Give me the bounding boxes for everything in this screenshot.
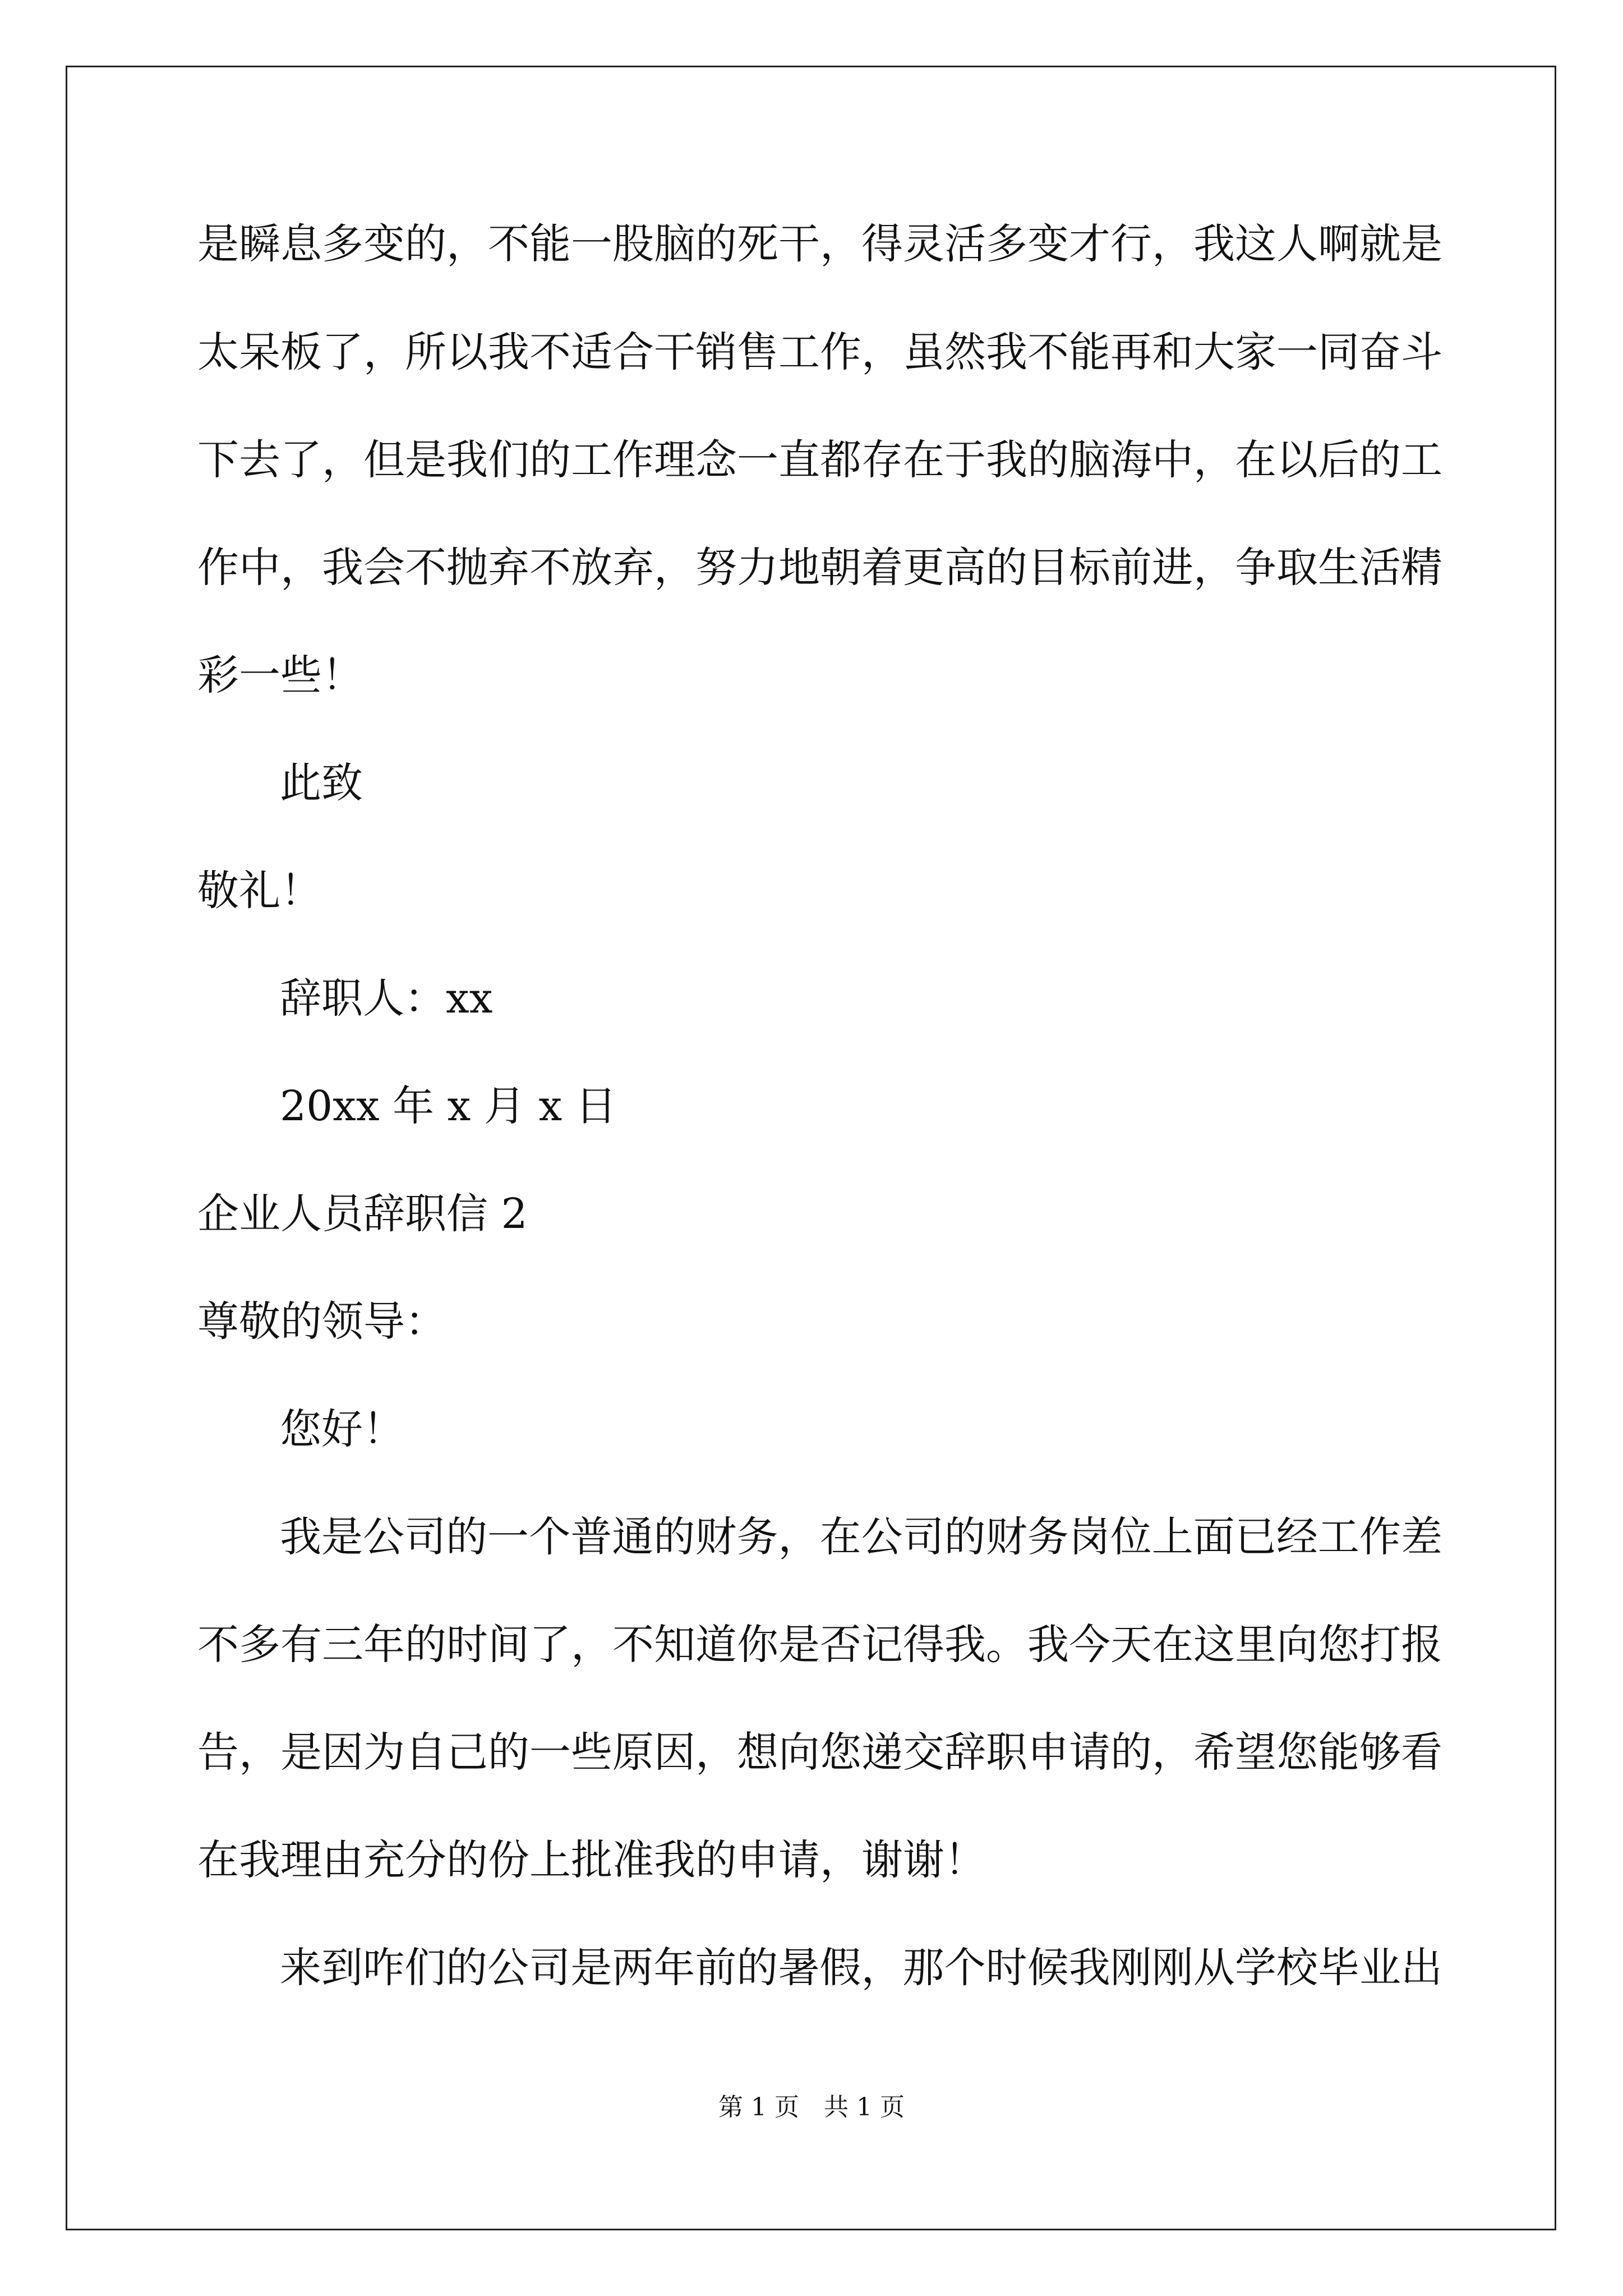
page-footer: 第 1 页 共 1 页 bbox=[718, 2093, 905, 2122]
letter-salutation: 尊敬的领导： bbox=[197, 1297, 446, 1346]
body-line: 告，是因为自己的一些原因，想向您递交辞职申请的，希望您能够看 bbox=[197, 1728, 1442, 1777]
body-line: 下去了，但是我们的工作理念一直都存在于我的脑海中，在以后的工 bbox=[197, 436, 1442, 484]
body-line: 我是公司的一个普通的财务，在公司的财务岗位上面已经工作差 bbox=[280, 1513, 1442, 1561]
body-line: 作中，我会不抛弃不放弃，努力地朝着更高的目标前进，争取生活精 bbox=[197, 544, 1442, 592]
signature-date: 20xx 年 x 月 x 日 bbox=[280, 1082, 617, 1130]
body-line: 是瞬息多变的，不能一股脑的死干，得灵活多变才行，我这人啊就是 bbox=[197, 220, 1442, 268]
signature-name: 辞职人：xx bbox=[280, 974, 493, 1023]
greeting: 您好！ bbox=[280, 1405, 404, 1453]
body-line: 太呆板了，所以我不适合干销售工作，虽然我不能再和大家一同奋斗 bbox=[197, 328, 1442, 376]
body-line: 来到咋们的公司是两年前的暑假，那个时候我刚刚从学校毕业出 bbox=[280, 1944, 1442, 1992]
body-line: 彩一些！ bbox=[197, 651, 363, 700]
section-title: 企业人员辞职信 2 bbox=[197, 1190, 528, 1238]
body-line: 不多有三年的时间了，不知道你是否记得我。我今天在这里向您打报 bbox=[197, 1621, 1442, 1669]
closing-salutation: 此致 bbox=[280, 759, 363, 807]
closing-regards: 敬礼！ bbox=[197, 867, 322, 915]
body-line: 在我理由充分的份上批准我的申请，谢谢！ bbox=[197, 1836, 986, 1884]
document-page bbox=[66, 66, 1556, 2230]
